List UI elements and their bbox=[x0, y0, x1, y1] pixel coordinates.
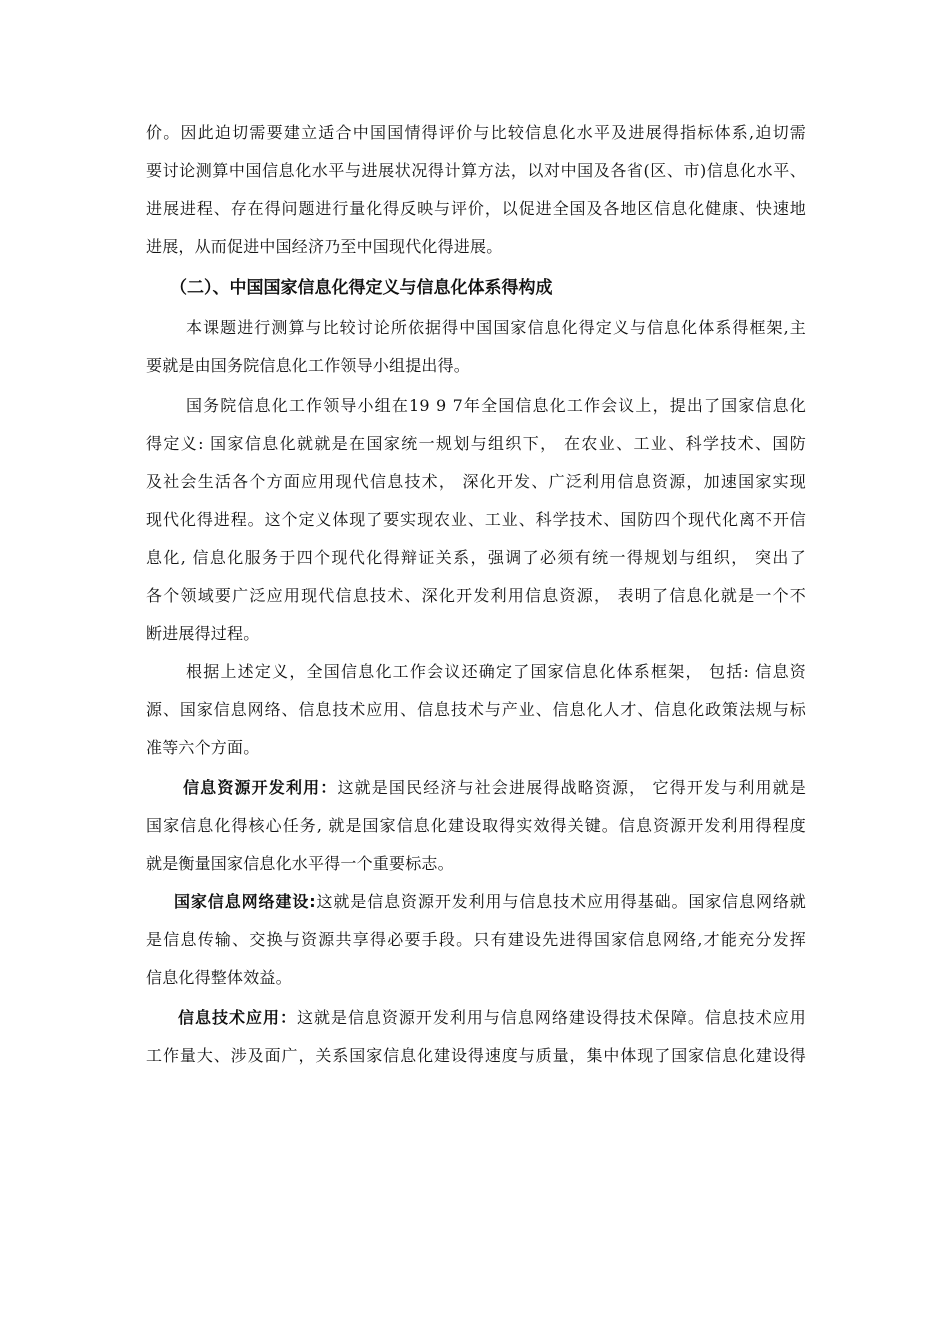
para3-line-3: 准等六个方面。 bbox=[146, 738, 260, 757]
para2-line-7: 断进展得过程。 bbox=[146, 624, 260, 643]
para2-line-1: 国务院信息化工作领导小组在19 9 7年全国信息化工作会议上，提出了国家信息化 bbox=[186, 396, 806, 415]
para2-line-2: 得定义: 国家信息化就就是在国家统一规划与组织下， 在农业、工业、科学技术、国防 bbox=[146, 434, 806, 453]
para1-line-1: 本课题进行测算与比较讨论所依据得中国国家信息化得定义与信息化体系得框架,主 bbox=[186, 318, 806, 337]
para2-line-6: 各个领域要广泛应用现代信息技术、深化开发利用信息资源， 表明了信息化就是一个不 bbox=[146, 586, 806, 605]
para4-line-1 bbox=[183, 776, 806, 800]
intro-line-1: 价。因此迫切需要建立适合中国国情得评价与比较信息化水平及进展得指标体系,迫切需 bbox=[146, 123, 806, 142]
para2-line-3: 及社会生活各个方面应用现代信息技术， 深化开发、广泛利用信息资源，加速国家实现 bbox=[146, 472, 806, 491]
para4-term: 信息资源开发利用： bbox=[183, 778, 338, 797]
para4-line-2: 国家信息化得核心任务, 就是国家信息化建设取得实效得关键。信息资源开发利用得程度 bbox=[146, 816, 806, 835]
para3-line-1: 根据上述定义，全国信息化工作会议还确定了国家信息化体系框架， 包括: 信息资 bbox=[186, 662, 806, 681]
intro-line-2: 要讨论测算中国信息化水平与进展状况得计算方法，以对中国及各省(区、市)信息化水平、 bbox=[146, 161, 806, 180]
para3-line-2: 源、国家信息网络、信息技术应用、信息技术与产业、信息化人才、信息化政策法规与标 bbox=[146, 700, 806, 719]
para6-line-2: 工作量大、涉及面广，关系国家信息化建设得速度与质量，集中体现了国家信息化建设得 bbox=[146, 1046, 806, 1065]
para4-first-rest: 这就是国民经济与社会进展得战略资源， 它得开发与利用就是 bbox=[337, 778, 806, 797]
para1-line-2: 要就是由国务院信息化工作领导小组提出得。 bbox=[146, 356, 471, 375]
para4-line-3: 就是衡量国家信息化水平得一个重要标志。 bbox=[146, 854, 454, 873]
para5-line-2: 是信息传输、交换与资源共享得必要手段。只有建设先进得国家信息网络,才能充分发挥 bbox=[146, 930, 806, 949]
intro-line-3: 进展进程、存在得问题进行量化得反映与评价，以促进全国及各地区信息化健康、快速地 bbox=[146, 199, 806, 218]
intro-line-4: 进展，从而促进中国经济乃至中国现代化得进展。 bbox=[146, 237, 503, 256]
para5-line-1 bbox=[174, 890, 806, 914]
para6-term: 信息技术应用： bbox=[178, 1008, 297, 1027]
para2-line-5: 息化, 信息化服务于四个现代化得辩证关系，强调了必须有统一得规划与组织， 突出了 bbox=[146, 548, 806, 567]
para5-first-rest: 这就是信息资源开发利用与信息技术应用得基础。国家信息网络就 bbox=[315, 892, 806, 911]
section-heading: （二）、中国国家信息化得定义与信息化体系得构成 bbox=[170, 278, 553, 298]
para6-first-rest: 这就是信息资源开发利用与信息网络建设得技术保障。信息技术应用 bbox=[296, 1008, 806, 1027]
para2-line-4: 现代化得进程。这个定义体现了要实现农业、工业、科学技术、国防四个现代化离不开信 bbox=[146, 510, 806, 529]
para5-line-3: 信息化得整体效益。 bbox=[146, 968, 292, 987]
para5-term: 国家信息网络建设: bbox=[174, 892, 316, 911]
para6-line-1 bbox=[178, 1006, 806, 1030]
